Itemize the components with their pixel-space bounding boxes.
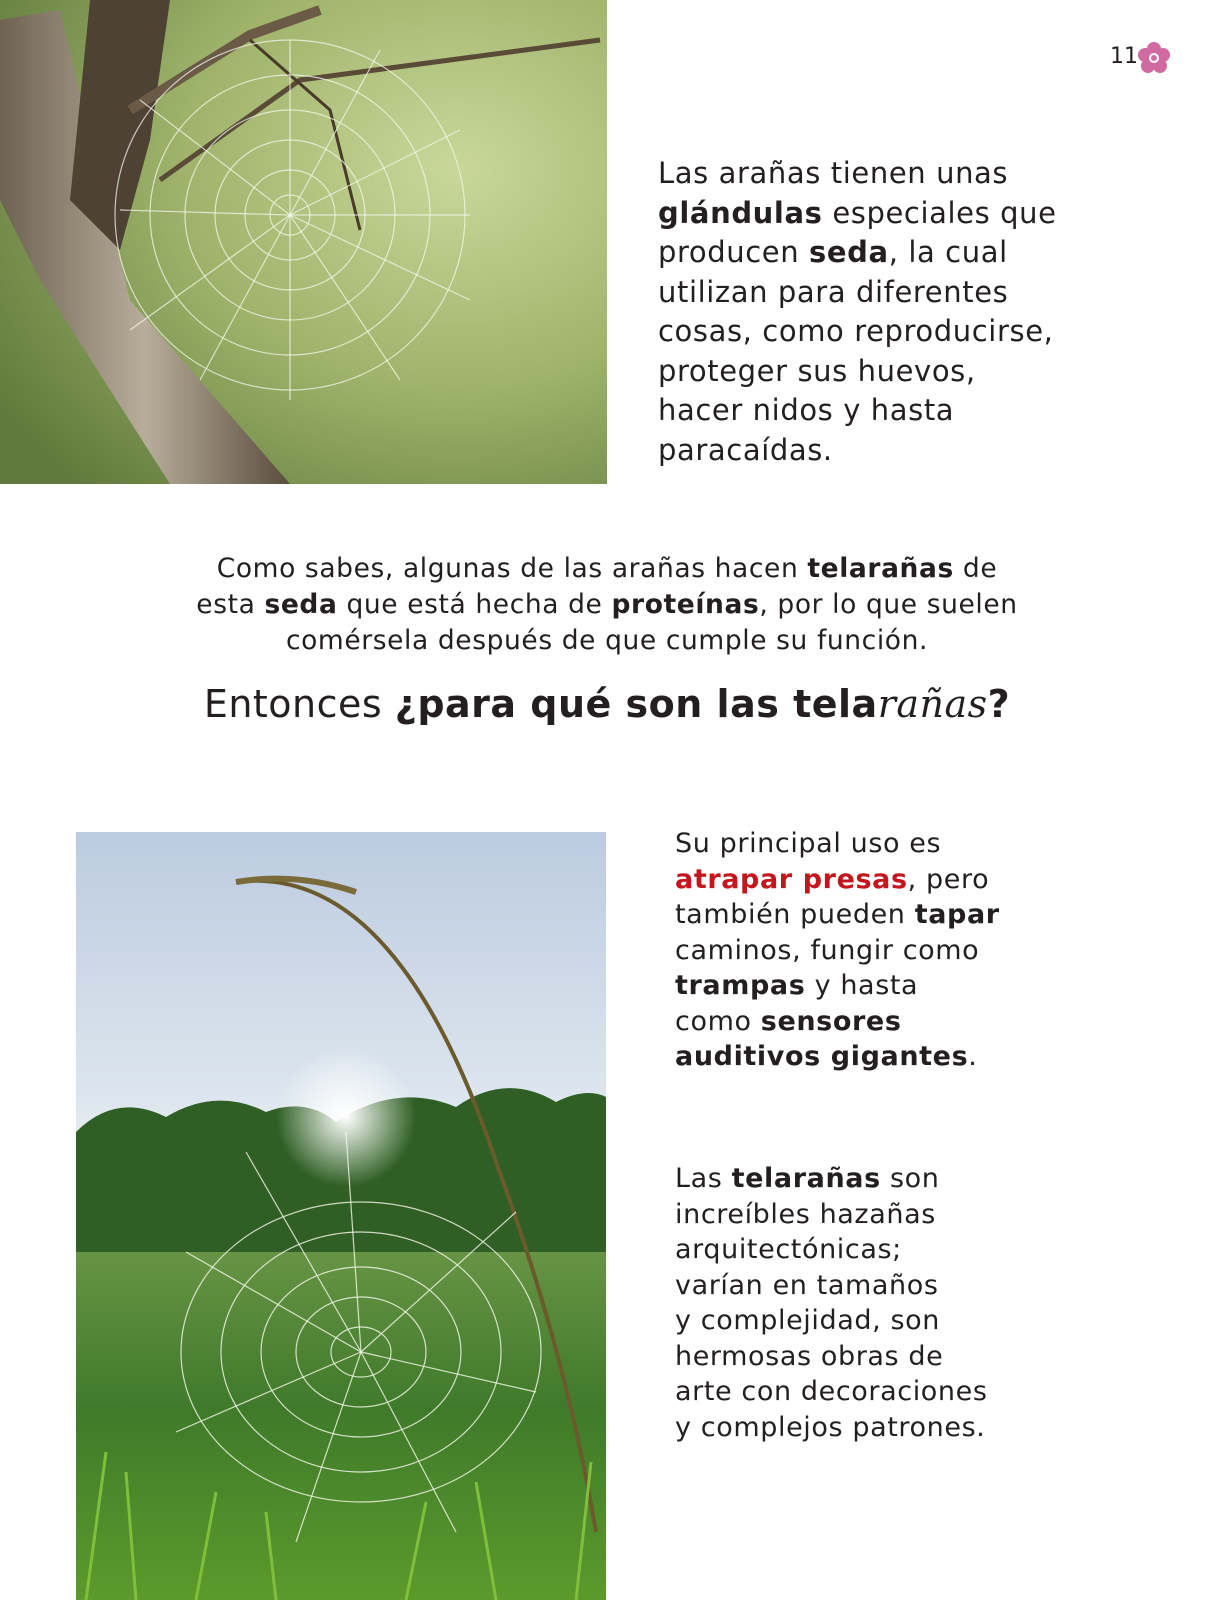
text-line: y complejidad, son [675,1305,940,1336]
highlight-keyword: atrapar presas [675,863,908,895]
keyword: auditivos gigantes [675,1041,969,1072]
text-line: cosas, como reproducirse, [658,314,1054,348]
text-span: como [675,1005,761,1037]
text-line: paracaídas. [658,432,833,467]
keyword: sensores [760,1005,902,1037]
text-line: increíbles hazañas [675,1198,936,1230]
middle-paragraph [150,551,1064,659]
text-line: hermosas obras de [675,1340,944,1372]
text-span: también pueden [675,899,915,930]
keyword: telarañas [807,553,954,584]
text-line [658,233,1178,273]
keyword: seda [809,235,889,269]
keyword: trampas [675,970,806,1001]
intro-paragraph [658,154,1178,470]
page-number: 11 [1110,44,1138,69]
text-line: y complejos patrones. [675,1411,986,1443]
text-line: caminos, fungir como [675,934,980,966]
keyword: tapar [914,899,1000,930]
flower-icon [1136,40,1172,76]
keyword: proteínas [611,589,760,620]
text-line [675,1161,1185,1197]
architecture-paragraph [675,1161,1185,1445]
text-line: Las arañas tienen unas [658,156,1009,190]
heading-plain: Entonces [203,682,395,726]
keyword: seda [264,589,338,620]
text-line: varían en tamaños [675,1269,939,1301]
text-span: producen [658,235,810,269]
heading-script: rañas [877,682,988,726]
text-span: que está hecha de [337,589,612,620]
text-line: Su principal uso es [675,828,942,859]
uses-paragraph [675,826,1185,1075]
text-span: de [953,553,998,584]
text-line [675,1039,1185,1075]
text-span: , la cual [888,235,1008,269]
text-span: y hasta [805,970,919,1001]
text-span: Las [675,1163,732,1194]
text-line [675,897,1185,933]
keyword: glándulas [658,195,823,230]
text-span: son [880,1163,940,1194]
text-line [150,587,1064,623]
text-span: . [968,1041,978,1072]
text-line [675,1004,1185,1040]
heading-end: ? [987,682,1011,726]
keyword: telarañas [731,1163,881,1194]
text-line [658,194,1178,234]
text-line [675,968,1185,1004]
spider-web-branch-photo [0,0,607,484]
text-line [675,862,1185,898]
text-span: , pero [907,863,990,895]
text-line: proteger sus huevos, [658,353,976,388]
text-line: comérsela después de que cumple su función. [285,625,929,656]
text-span: Como sabes, algunas de las arañas hacen [216,553,808,584]
text-span: esta [196,589,265,620]
heading-bold: ¿para qué son las tela [394,682,878,726]
text-line: utilizan para diferentes [658,274,1009,309]
text-line: hacer nidos y hasta [658,393,955,427]
text-line: arquitectónicas; [675,1234,902,1265]
spider-web-grass-photo [76,832,606,1600]
section-heading [60,678,1154,730]
text-span: , por lo que suelen [759,589,1018,620]
text-span: especiales que [822,195,1057,230]
text-line: arte con decoraciones [675,1376,988,1407]
text-line [150,551,1064,587]
